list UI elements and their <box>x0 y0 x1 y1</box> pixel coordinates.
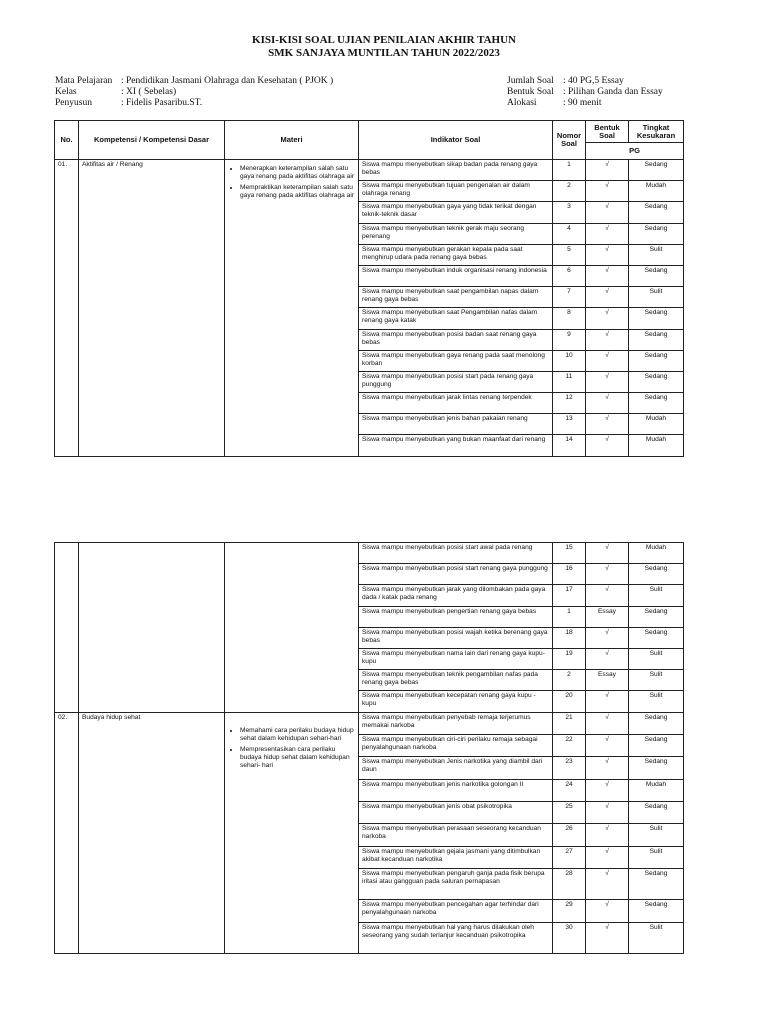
indicator-cell: Siswa mampu menyebutkan sikap badan pada renang gaya bebas <box>359 160 553 181</box>
table-row <box>55 543 684 564</box>
question-type-cell: √ <box>586 627 629 648</box>
question-type-cell: √ <box>586 265 629 286</box>
question-type-cell: √ <box>586 181 629 202</box>
indicator-cell: Siswa mampu menyebutkan gaya yang tidak terikat dengan teknik-teknik dasar <box>359 202 553 223</box>
difficulty-cell: Sedang <box>629 900 684 922</box>
question-number-cell: 4 <box>553 223 586 244</box>
question-number-cell: 10 <box>553 350 586 371</box>
difficulty-cell: Sedang <box>629 350 684 371</box>
question-type-cell: √ <box>586 691 629 712</box>
question-type-cell: √ <box>586 712 629 734</box>
materi-cell <box>225 160 359 457</box>
meta-value: : XI ( Sebelas) <box>121 87 177 97</box>
difficulty-cell: Sedang <box>629 371 684 392</box>
question-type-cell: √ <box>586 414 629 435</box>
question-number-cell: 12 <box>553 393 586 414</box>
question-number-cell: 13 <box>553 414 586 435</box>
question-number-cell: 26 <box>553 824 586 846</box>
indicator-cell: Siswa mampu menyebutkan teknik gerak maju seorang perenang <box>359 223 553 244</box>
difficulty-cell: Sedang <box>629 202 684 223</box>
meta-key: Alokasi <box>507 98 537 108</box>
indicator-cell: Siswa mampu menyebutkan teknik pengambilan nafas pada renang gaya bebas <box>359 670 553 691</box>
question-number-cell: 22 <box>553 734 586 756</box>
difficulty-cell: Sulit <box>629 922 684 953</box>
question-type-cell: √ <box>586 160 629 181</box>
question-number-cell: 20 <box>553 691 586 712</box>
difficulty-cell: Sulit <box>629 824 684 846</box>
indicator-cell: Siswa mampu menyebutkan gerakan kepala pada saat menghirup udara pada renang gaya bebas <box>359 244 553 265</box>
indicator-cell: Siswa mampu menyebutkan jarak lintas renang terpendek <box>359 393 553 414</box>
indicator-cell: Siswa mampu menyebutkan saat Pengambilan nafas dalam renang gaya katak <box>359 308 553 329</box>
section-number-empty <box>55 543 79 713</box>
difficulty-cell: Mudah <box>629 543 684 564</box>
document-title: KISI-KISI SOAL UJIAN PENILAIAN AKHIR TAHUN <box>252 34 516 46</box>
question-type-cell: √ <box>586 802 629 824</box>
question-type-cell: Essay <box>586 670 629 691</box>
section-number: 02. <box>55 712 79 953</box>
question-number-cell: 17 <box>553 585 586 606</box>
difficulty-cell: Sedang <box>629 606 684 627</box>
question-number-cell: 23 <box>553 757 586 779</box>
question-number-cell: 24 <box>553 779 586 801</box>
question-number-cell: 6 <box>553 265 586 286</box>
difficulty-cell: Sulit <box>629 244 684 265</box>
col-header-bentuk: Bentuk Soal <box>586 121 629 143</box>
question-number-cell: 16 <box>553 564 586 585</box>
indicator-cell: Siswa mampu menyebutkan posisi start awal pada renang <box>359 543 553 564</box>
col-header-pg: PG <box>586 143 684 160</box>
difficulty-cell: Sulit <box>629 691 684 712</box>
difficulty-cell: Sedang <box>629 802 684 824</box>
difficulty-cell: Sulit <box>629 287 684 308</box>
table-row <box>55 712 684 734</box>
question-number-cell: 27 <box>553 846 586 868</box>
question-number-cell: 8 <box>553 308 586 329</box>
question-type-cell: √ <box>586 435 629 456</box>
question-type-cell: √ <box>586 585 629 606</box>
difficulty-cell: Sedang <box>629 308 684 329</box>
col-header-tingkat: Tingkat Kesukaran <box>629 121 684 143</box>
question-type-cell: √ <box>586 308 629 329</box>
difficulty-cell: Sedang <box>629 712 684 734</box>
competency-cell-empty <box>79 543 225 713</box>
question-type-cell: √ <box>586 900 629 922</box>
meta-key: Jumlah Soal <box>507 76 554 86</box>
difficulty-cell: Sedang <box>629 757 684 779</box>
section-number: 01. <box>55 160 79 457</box>
question-number-cell: 29 <box>553 900 586 922</box>
question-type-cell: √ <box>586 648 629 669</box>
difficulty-cell: Sulit <box>629 585 684 606</box>
difficulty-cell: Sedang <box>629 564 684 585</box>
materi-item: • Mempresentasikan cara perilaku budaya hidup sehat dalam kehidupan sehari- hari <box>240 746 355 770</box>
question-number-cell: 3 <box>553 202 586 223</box>
indicator-cell: Siswa mampu menyebutkan pencegahan agar terhindar dari penyalahgunaan narkoba <box>359 900 553 922</box>
question-type-cell: √ <box>586 350 629 371</box>
question-type-cell: √ <box>586 824 629 846</box>
question-type-cell: √ <box>586 393 629 414</box>
question-number-cell: 14 <box>553 435 586 456</box>
indicator-cell: Siswa mampu menyebutkan jenis bahan pakaian renang <box>359 414 553 435</box>
question-number-cell: 1 <box>553 606 586 627</box>
indicator-cell: Siswa mampu menyebutkan kecepatan renang gaya kupu - kupu <box>359 691 553 712</box>
difficulty-cell: Sulit <box>629 846 684 868</box>
difficulty-cell: Sedang <box>629 869 684 900</box>
meta-value: : Pilihan Ganda dan Essay <box>563 87 663 97</box>
table-row <box>55 160 684 181</box>
indicator-cell: Siswa mampu menyebutkan posisi badan saat renang gaya bebas <box>359 329 553 350</box>
kisi-table-page1 <box>54 120 684 457</box>
question-type-cell: √ <box>586 846 629 868</box>
col-header-nomor: Nomor Soal <box>553 121 586 160</box>
difficulty-cell: Sedang <box>629 329 684 350</box>
difficulty-cell: Sulit <box>629 670 684 691</box>
indicator-cell: Siswa mampu menyebutkan jarak yang dilombakan pada gaya dada / katak pada renang <box>359 585 553 606</box>
meta-value: : Pendidikan Jasmani Olahraga dan Kesehatan ( PJOK ) <box>121 76 334 86</box>
question-type-cell: √ <box>586 757 629 779</box>
question-number-cell: 15 <box>553 543 586 564</box>
difficulty-cell: Sulit <box>629 648 684 669</box>
indicator-cell: Siswa mampu menyebutkan perasaan seseorang kecanduan narkoba <box>359 824 553 846</box>
col-header-kd: Kompetensi / Kompetensi Dasar <box>79 121 225 160</box>
question-number-cell: 2 <box>553 670 586 691</box>
question-type-cell: √ <box>586 922 629 953</box>
meta-value: : 90 menit <box>563 98 602 108</box>
materi-list <box>228 727 355 770</box>
question-number-cell: 5 <box>553 244 586 265</box>
difficulty-cell: Mudah <box>629 181 684 202</box>
question-type-cell: √ <box>586 329 629 350</box>
meta-key: Bentuk Soal <box>507 87 554 97</box>
question-type-cell: √ <box>586 223 629 244</box>
question-number-cell: 2 <box>553 181 586 202</box>
indicator-cell: Siswa mampu menyebutkan penyebab remaja terjerumus memakai narkoba <box>359 712 553 734</box>
indicator-cell: Siswa mampu menyebutkan posisi wajah ketika berenang gaya bebas <box>359 627 553 648</box>
competency-cell: Aktifitas air / Renang <box>79 160 225 457</box>
question-type-cell: √ <box>586 543 629 564</box>
question-type-cell: √ <box>586 287 629 308</box>
indicator-cell: Siswa mampu menyebutkan Jenis narkotika yang diambil dari daun <box>359 757 553 779</box>
indicator-cell: Siswa mampu menyebutkan yang bukan maanfaat dari renang <box>359 435 553 456</box>
difficulty-cell: Sedang <box>629 734 684 756</box>
indicator-cell: Siswa mampu menyebutkan induk organisasi renang indonesia <box>359 265 553 286</box>
meta-value: : Fidelis Pasaribu.ST. <box>121 98 203 108</box>
indicator-cell: Siswa mampu menyebutkan posisi start pada renang gaya punggung <box>359 371 553 392</box>
difficulty-cell: Sedang <box>629 627 684 648</box>
materi-cell <box>225 712 359 953</box>
question-number-cell: 19 <box>553 648 586 669</box>
indicator-cell: Siswa mampu menyebutkan tujuan pengenalan air dalam olahraga renang <box>359 181 553 202</box>
question-type-cell: √ <box>586 869 629 900</box>
materi-item: • Memahami cara perilaku budaya hidup sehat dalam kehidupan sehari-hari <box>240 727 355 743</box>
indicator-cell: Siswa mampu menyebutkan gejala jasmani yang ditimbulkan akibat kecanduan narkotika <box>359 846 553 868</box>
materi-item: • Menerapkan keterampilan salah satu gaya renang pada aktifitas olahraga air <box>240 165 355 181</box>
difficulty-cell: Mudah <box>629 435 684 456</box>
question-type-cell: √ <box>586 779 629 801</box>
document-subtitle: SMK SANJAYA MUNTILAN TAHUN 2022/2023 <box>268 47 500 59</box>
indicator-cell: Siswa mampu menyebutkan pengertian renang gaya bebas <box>359 606 553 627</box>
question-number-cell: 18 <box>553 627 586 648</box>
question-type-cell: √ <box>586 564 629 585</box>
indicator-cell: Siswa mampu menyebutkan jenis narkotika golongan II <box>359 779 553 801</box>
indicator-cell: Siswa mampu menyebutkan hal yang harus dilakukan oleh seseorang yang sudah terlanjur kecanduan psikotropika <box>359 922 553 953</box>
competency-cell: Budaya hidup sehat <box>79 712 225 953</box>
indicator-cell: Siswa mampu menyebutkan nama lain dari renang gaya kupu-kupu <box>359 648 553 669</box>
question-type-cell: √ <box>586 202 629 223</box>
indicator-cell: Siswa mampu menyebutkan gaya renang pada saat menolong korban <box>359 350 553 371</box>
question-type-cell: √ <box>586 371 629 392</box>
question-type-cell: √ <box>586 734 629 756</box>
question-number-cell: 11 <box>553 371 586 392</box>
question-type-cell: √ <box>586 244 629 265</box>
question-number-cell: 28 <box>553 869 586 900</box>
question-number-cell: 21 <box>553 712 586 734</box>
question-number-cell: 30 <box>553 922 586 953</box>
materi-item: • Mempraktikan keterampilan salah satu gaya renang pada aktifitas olahraga air <box>240 184 355 200</box>
meta-key: Penyusun <box>55 98 92 108</box>
col-header-indikator: Indikator Soal <box>359 121 553 160</box>
difficulty-cell: Sedang <box>629 160 684 181</box>
materi-list <box>228 165 355 200</box>
difficulty-cell: Sedang <box>629 265 684 286</box>
meta-key: Mata Pelajaran <box>55 76 113 86</box>
meta-left <box>55 76 333 109</box>
indicator-cell: Siswa mampu menyebutkan pengaruh ganja pada fisik berupa iritasi atau gangguan pada saluran pernapasan <box>359 869 553 900</box>
question-number-cell: 1 <box>553 160 586 181</box>
difficulty-cell: Sedang <box>629 223 684 244</box>
col-header-no: No. <box>55 121 79 160</box>
indicator-cell: Siswa mampu menyebutkan posisi start renang gaya punggung <box>359 564 553 585</box>
difficulty-cell: Sedang <box>629 393 684 414</box>
question-type-cell: Essay <box>586 606 629 627</box>
difficulty-cell: Mudah <box>629 779 684 801</box>
question-number-cell: 25 <box>553 802 586 824</box>
meta-key: Kelas <box>55 87 77 97</box>
indicator-cell: Siswa mampu menyebutkan saat pengambilan napas dalam renang gaya bebas <box>359 287 553 308</box>
question-number-cell: 7 <box>553 287 586 308</box>
meta-value: : 40 PG,5 Essay <box>563 76 624 86</box>
materi-cell-empty <box>225 543 359 713</box>
difficulty-cell: Mudah <box>629 414 684 435</box>
col-header-materi: Materi <box>225 121 359 160</box>
kisi-table-page2 <box>54 542 684 954</box>
indicator-cell: Siswa mampu menyebutkan ciri-ciri perilaku remaja sebagai penyalahgunaan narkoba <box>359 734 553 756</box>
question-number-cell: 9 <box>553 329 586 350</box>
indicator-cell: Siswa mampu menyebutkan jenis obat psikotropika <box>359 802 553 824</box>
meta-right <box>507 76 663 109</box>
